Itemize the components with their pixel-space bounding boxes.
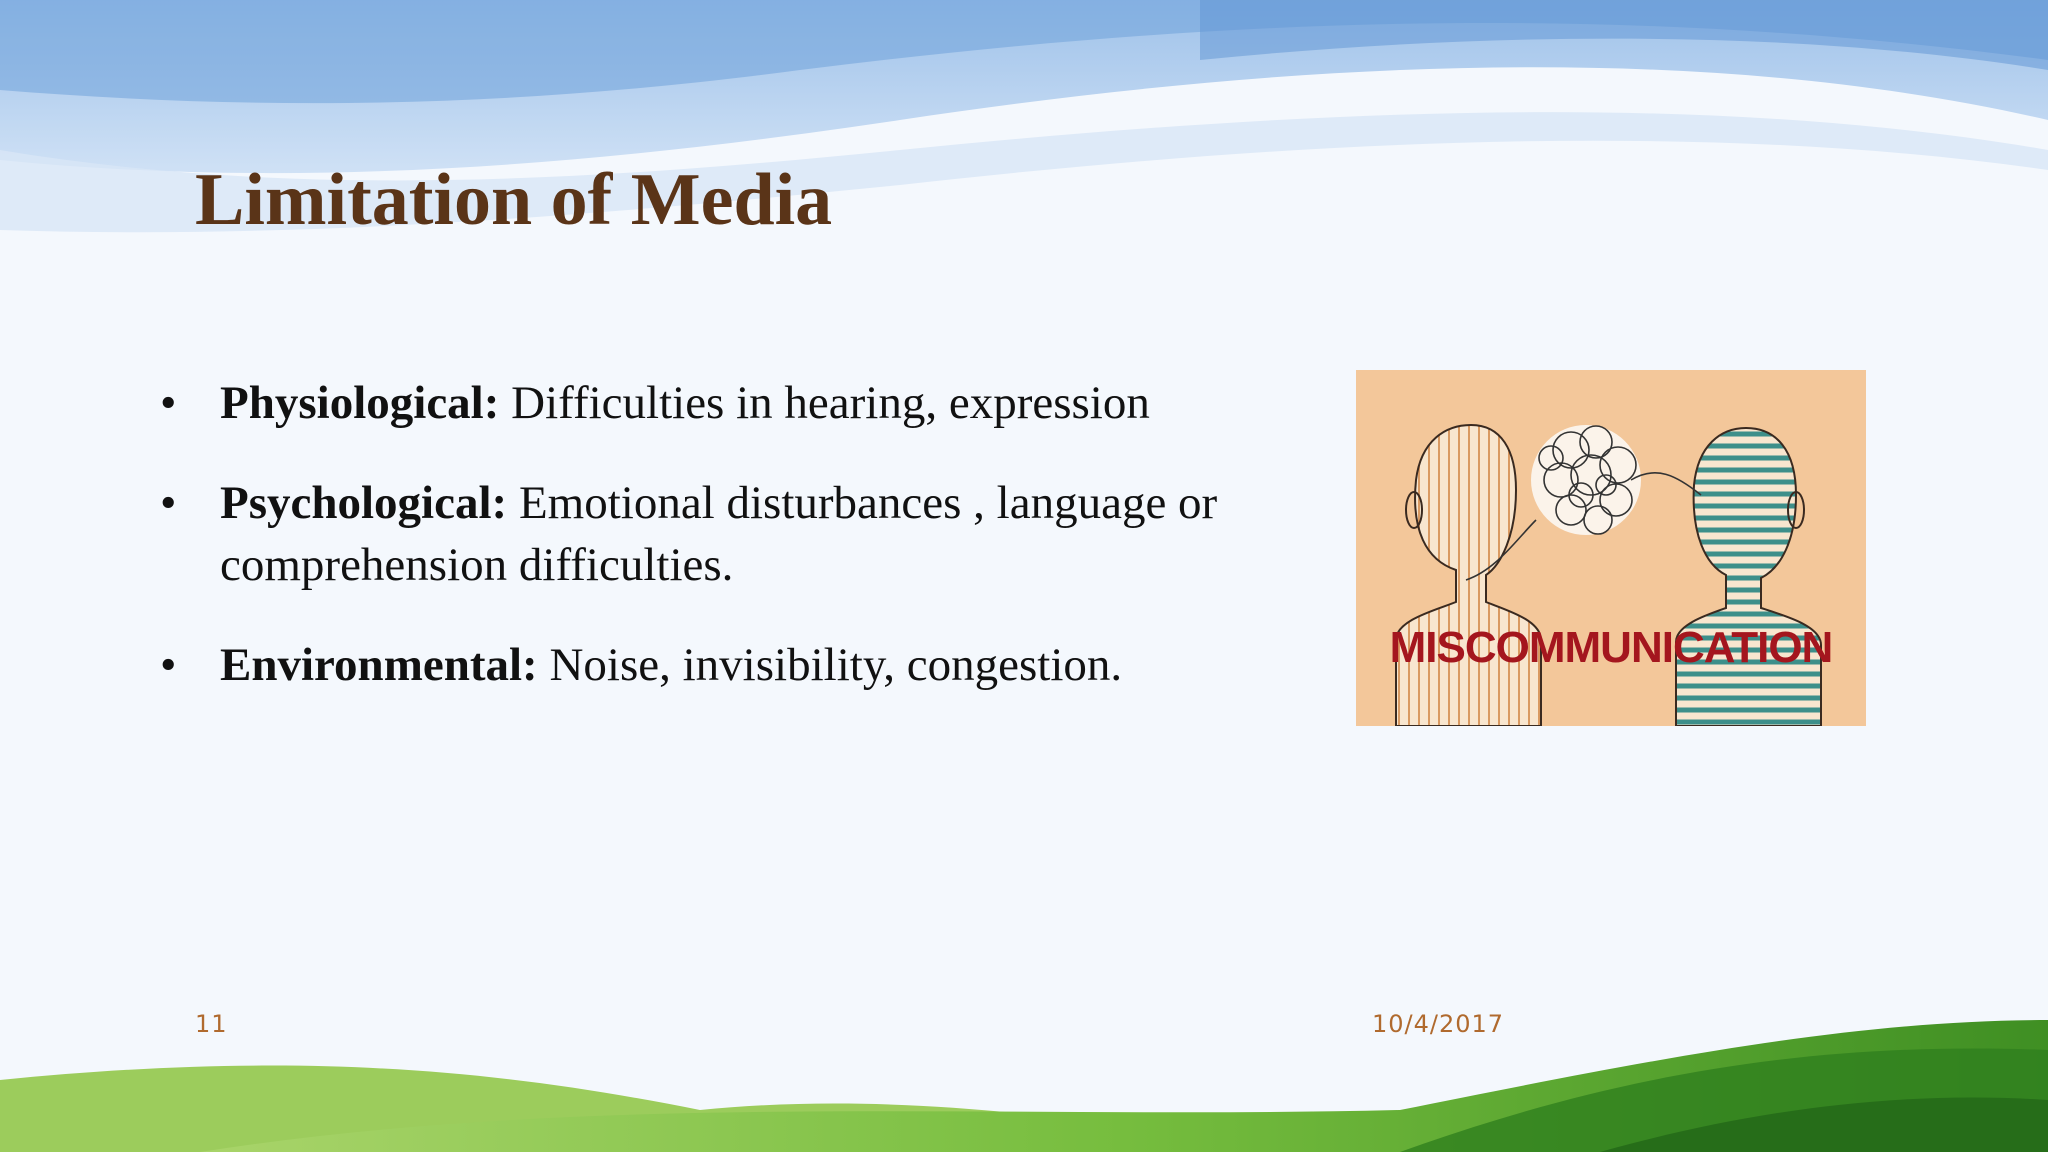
bullet-dot: •	[160, 639, 177, 691]
bullet-list	[160, 372, 1300, 734]
bullet-text: Noise, invisibility, congestion.	[537, 639, 1123, 691]
bullet-text: Difficulties in hearing, expression	[499, 377, 1150, 429]
slide-date: 10/4/2017	[1372, 1010, 1505, 1038]
bullet-text: Emotional disturbances , language or comprehension difficulties.	[220, 477, 1218, 591]
bullet-item	[160, 372, 1300, 434]
bullet-item	[160, 472, 1300, 596]
miscommunication-illustration-icon	[1356, 370, 1866, 726]
bullet-dot: •	[160, 477, 177, 529]
bullet-term: Psychological:	[220, 477, 508, 529]
bullet-item	[160, 634, 1300, 696]
bullet-term: Physiological:	[220, 377, 500, 429]
figure-caption: MISCOMMUNICATION	[1389, 623, 1833, 672]
page-number: 11	[195, 1010, 228, 1038]
slide-title: Limitation of Media	[195, 159, 833, 241]
miscommunication-image	[1356, 370, 1866, 726]
bullet-term: Environmental:	[220, 639, 538, 691]
bullet-dot: •	[160, 377, 177, 429]
